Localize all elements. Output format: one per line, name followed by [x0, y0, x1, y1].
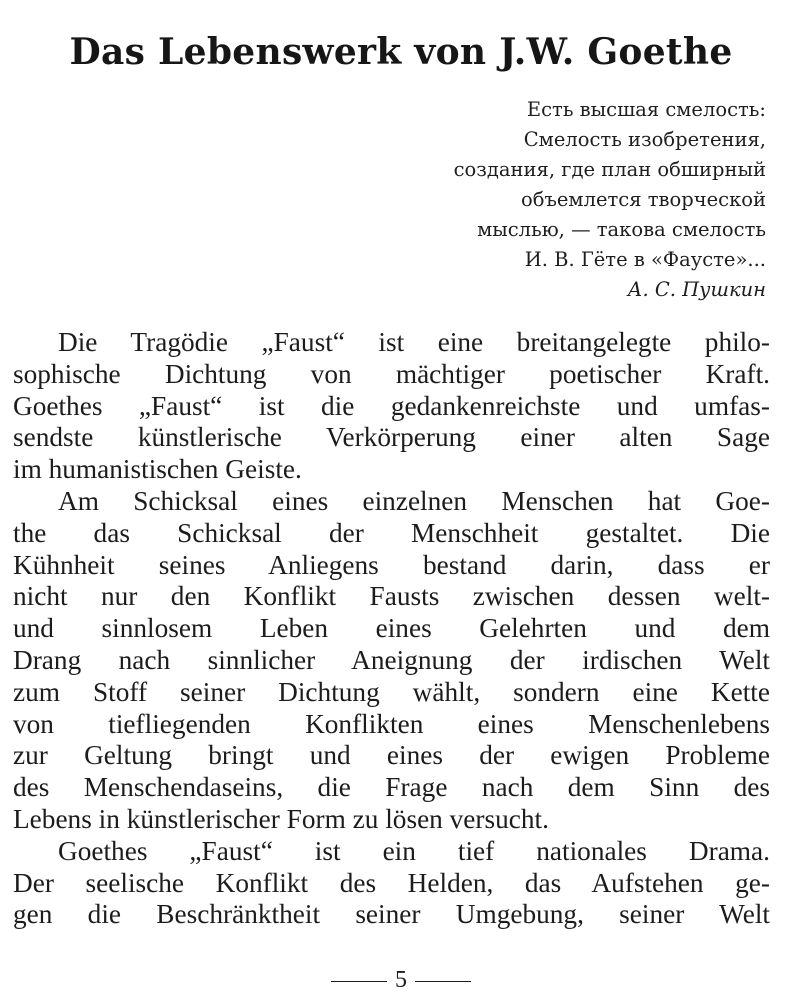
text-line: von tiefliegenden Konflikten eines Menschenlebens — [13, 708, 770, 739]
text-line: im humanistischen Geiste. — [13, 454, 302, 485]
text-line: und sinnlosem Leben eines Gelehrten und dem — [13, 613, 770, 644]
epigraph-line: И. В. Гёте в «Фаусте»... — [524, 248, 766, 271]
text-line: sendste künstlerische Verkörperung einer alten Sage — [13, 422, 770, 453]
epigraph-line: создания, где план обширный — [453, 158, 766, 181]
text-line: des Menschendaseins, die Frage nach dem Sinn des — [13, 772, 770, 803]
epigraph-line: Есть высшая смелость: — [526, 98, 766, 121]
text-line: Der seelische Konflikt des Helden, das Aufstehen ge- — [13, 867, 770, 898]
text-line: Drang nach sinnlicher Aneignung der irdischen Welt — [13, 644, 770, 675]
text-line: Goethes „Faust“ ist die gedankenreichste und umfas- — [13, 390, 770, 421]
epigraph-line: объемлется творческой — [521, 188, 766, 211]
page-number: 5 — [395, 967, 407, 993]
page-title: Das Lebenswerk von J.W. Goethe — [69, 31, 733, 74]
paragraph — [13, 836, 770, 931]
text-line: the das Schicksal der Menschheit gestaltet. Die — [13, 517, 770, 548]
text-line: gen die Beschränktheit seiner Umgebung, seiner Welt — [13, 899, 770, 930]
epigraph-author: А. С. Пушкин — [627, 278, 766, 301]
footer-rule — [415, 981, 471, 982]
paragraph — [13, 327, 770, 486]
epigraph — [454, 95, 766, 305]
epigraph-line: Смелость изобретения, — [523, 128, 766, 151]
paragraph — [13, 486, 770, 836]
text-line: Am Schicksal eines einzelnen Menschen hat Goe- — [58, 485, 770, 516]
text-line: zum Stoff seiner Dichtung wählt, sondern eine Kette — [13, 676, 770, 707]
text-line: Die Tragödie „Faust“ ist eine breitangelegte philo- — [58, 327, 770, 357]
text-line: Goethes „Faust“ ist ein tief nationales Drama. — [58, 835, 770, 866]
page-footer — [0, 966, 802, 994]
text-line: Kühnheit seines Anliegens bestand darin, dass er — [13, 549, 770, 580]
body-text — [13, 327, 770, 931]
text-line: nicht nur den Konflikt Fausts zwischen dessen welt- — [13, 581, 770, 612]
text-line: Lebens in künstlerischer Form zu lösen versucht. — [13, 803, 549, 834]
footer-rule — [331, 981, 387, 982]
text-line: zur Geltung bringt und eines der ewigen Probleme — [13, 740, 770, 771]
epigraph-line: мыслью, — такова смелость — [477, 218, 766, 241]
text-line: sophische Dichtung von mächtiger poetischer Kraft. — [13, 358, 770, 389]
